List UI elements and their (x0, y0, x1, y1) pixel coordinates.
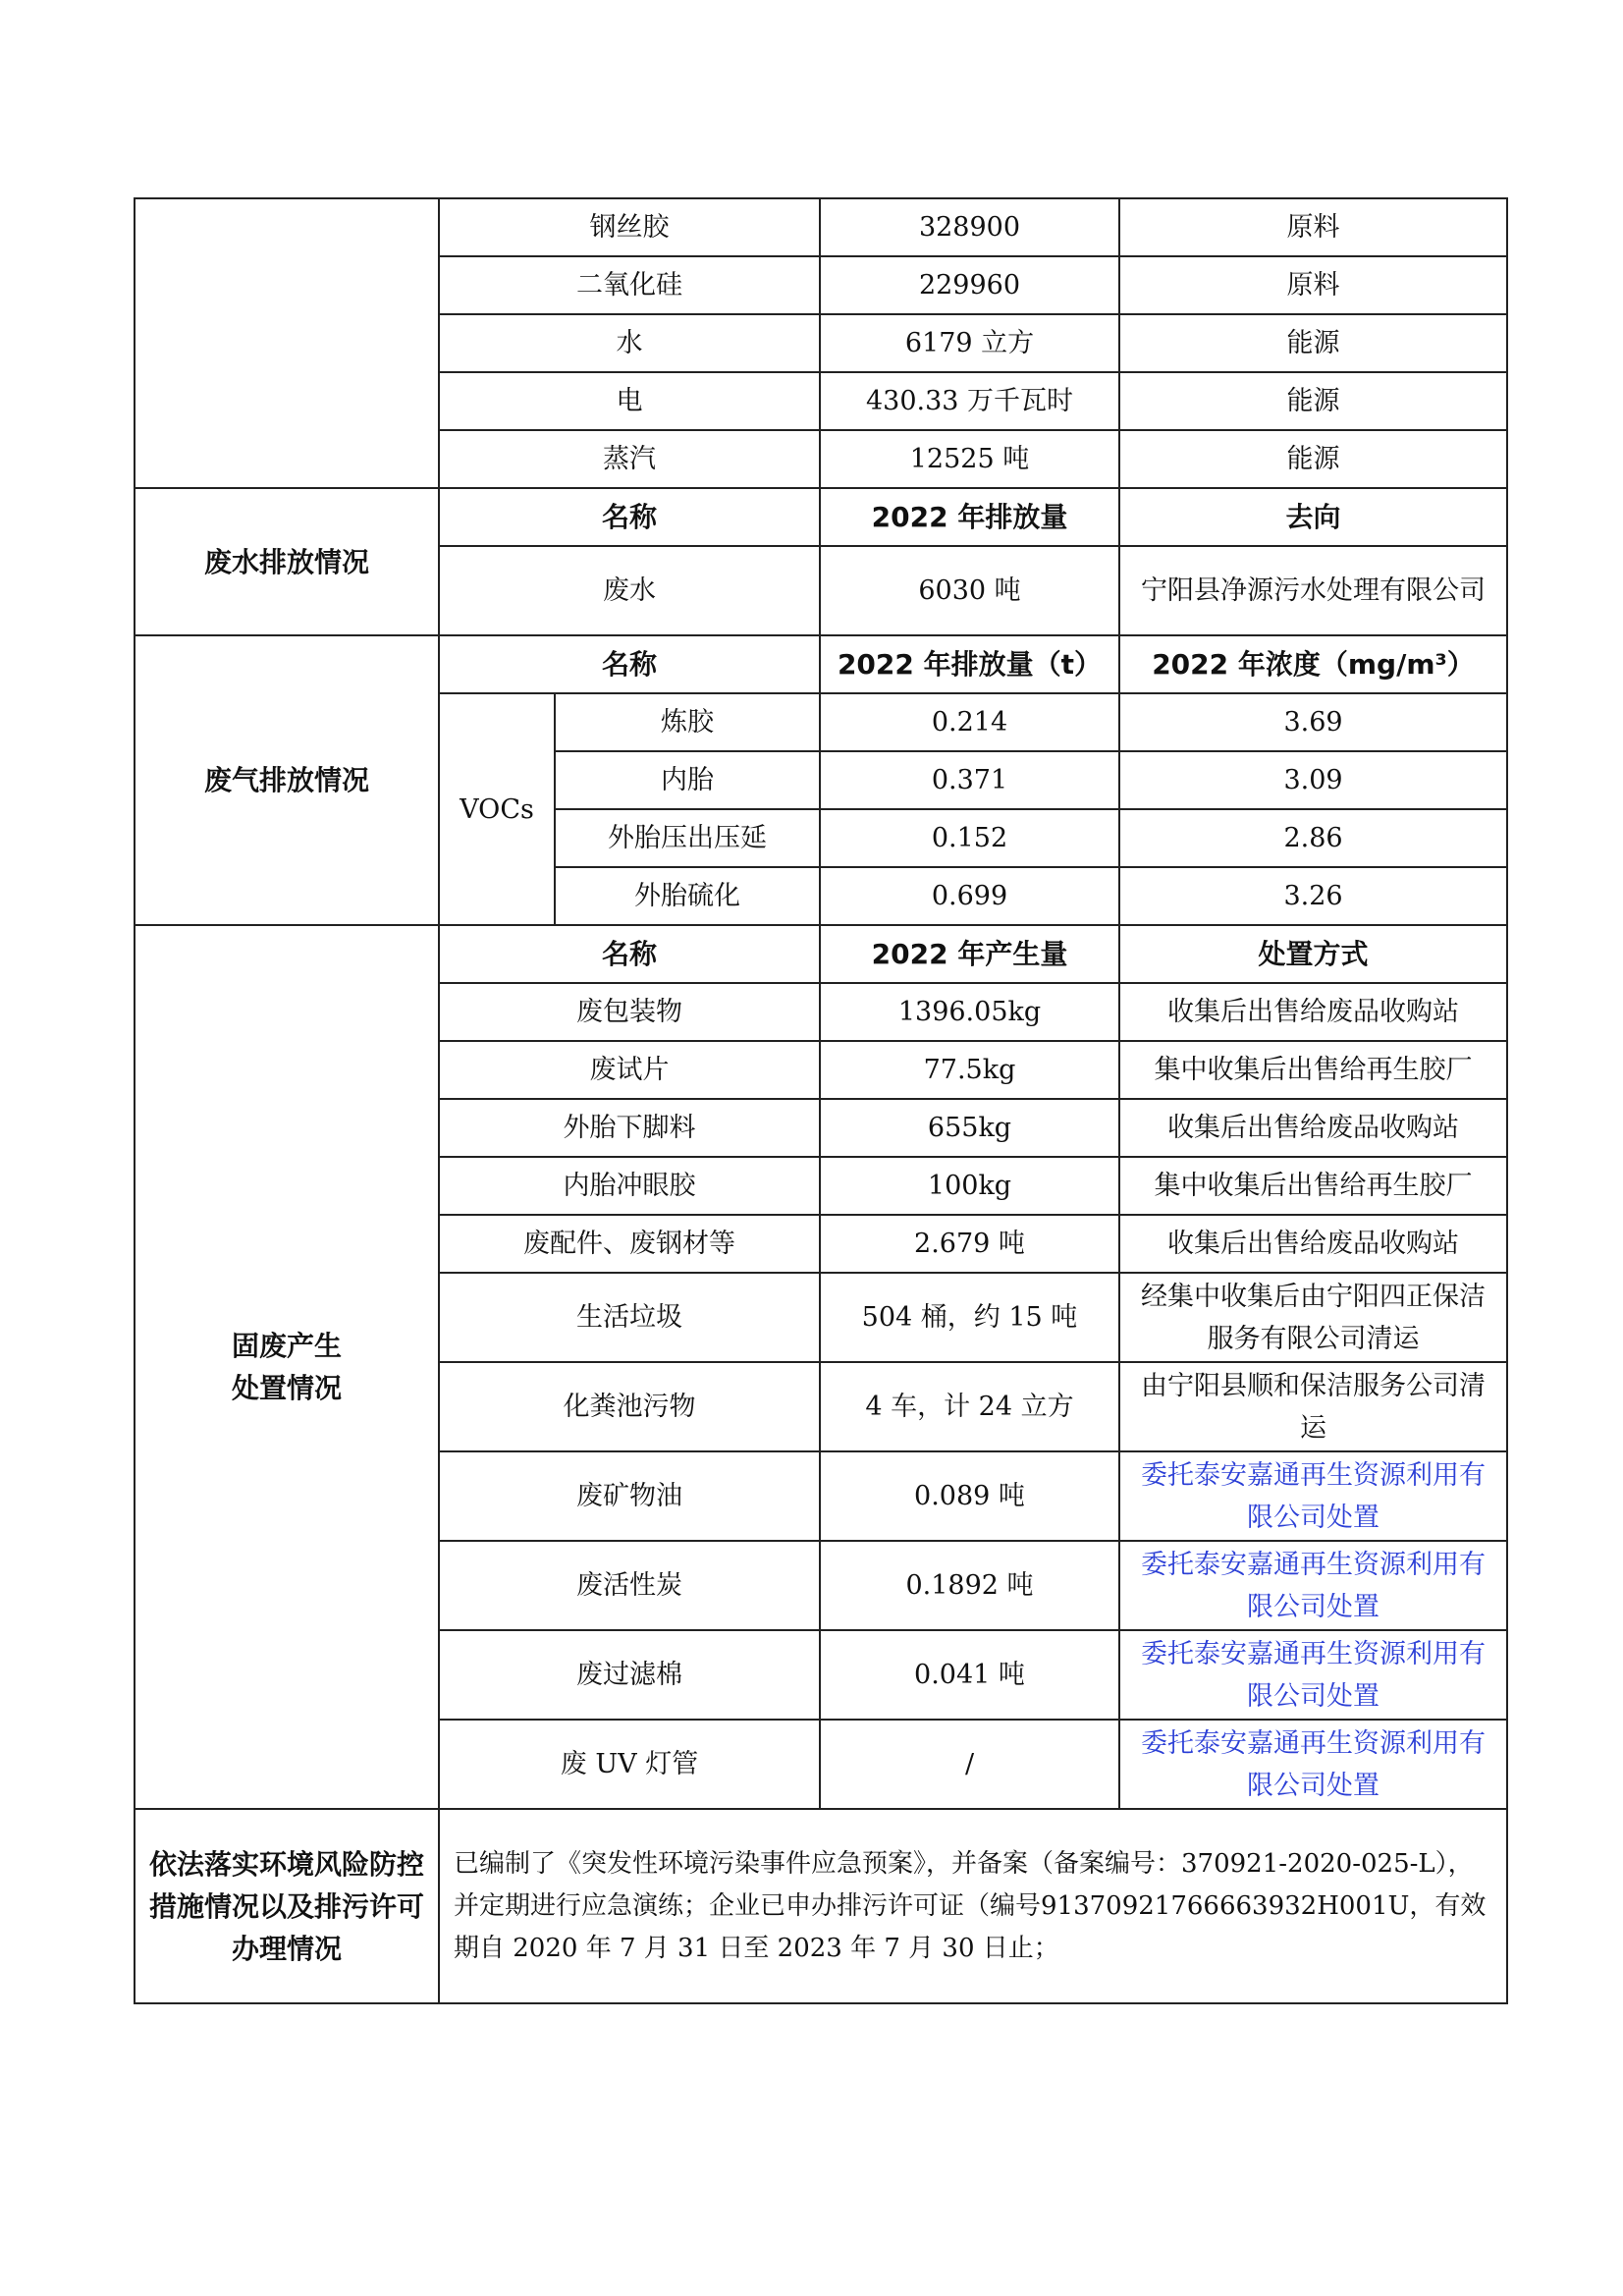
wastegas-header-conc: 2022 年浓度（mg/m³） (1119, 635, 1507, 693)
solidwaste-amount: 77.5kg (820, 1041, 1119, 1099)
energy-amount: 430.33 万千瓦时 (820, 372, 1119, 430)
solidwaste-amount: 4 车，计 24 立方 (820, 1362, 1119, 1451)
solidwaste-amount: 0.089 吨 (820, 1451, 1119, 1541)
energy-name: 蒸汽 (439, 430, 820, 488)
wastegas-amount: 0.371 (820, 751, 1119, 809)
solidwaste-amount: 0.041 吨 (820, 1630, 1119, 1720)
energy-name: 二氧化硅 (439, 256, 820, 314)
solidwaste-name: 外胎下脚料 (439, 1099, 820, 1157)
solidwaste-category (135, 925, 439, 1809)
wastegas-amount: 0.699 (820, 867, 1119, 925)
energy-type: 能源 (1119, 430, 1507, 488)
solidwaste-name: 生活垃圾 (439, 1273, 820, 1362)
solidwaste-name: 废矿物油 (439, 1451, 820, 1541)
wastegas-conc: 3.26 (1119, 867, 1507, 925)
wastewater-header-dest: 去向 (1119, 488, 1507, 546)
environment-report-table (134, 197, 1508, 2004)
wastewater-category: 废水排放情况 (135, 488, 439, 635)
energy-category-cell (135, 198, 439, 488)
wastewater-header-name: 名称 (439, 488, 820, 546)
solidwaste-category-line1: 固废产生 (231, 1330, 342, 1362)
solidwaste-method: 集中收集后出售给再生胶厂 (1119, 1157, 1507, 1215)
solidwaste-method: 收集后出售给废品收购站 (1119, 983, 1507, 1041)
solidwaste-header-name: 名称 (439, 925, 820, 983)
solidwaste-name: 废试片 (439, 1041, 820, 1099)
solidwaste-method: 委托泰安嘉通再生资源利用有限公司处置 (1119, 1720, 1507, 1809)
risk-category: 依法落实环境风险防控措施情况以及排污许可办理情况 (135, 1809, 439, 2003)
solidwaste-method: 委托泰安嘉通再生资源利用有限公司处置 (1119, 1630, 1507, 1720)
energy-row (135, 198, 1507, 256)
solidwaste-name: 化粪池污物 (439, 1362, 820, 1451)
solidwaste-amount: 504 桶，约 15 吨 (820, 1273, 1119, 1362)
energy-amount: 6179 立方 (820, 314, 1119, 372)
energy-name: 电 (439, 372, 820, 430)
wastegas-name: 炼胶 (555, 693, 820, 751)
solidwaste-amount: 0.1892 吨 (820, 1541, 1119, 1630)
wastewater-header-amount: 2022 年排放量 (820, 488, 1119, 546)
wastegas-conc: 3.09 (1119, 751, 1507, 809)
wastegas-header-name: 名称 (439, 635, 820, 693)
energy-amount: 229960 (820, 256, 1119, 314)
wastegas-name: 外胎压出压延 (555, 809, 820, 867)
wastewater-dest: 宁阳县净源污水处理有限公司 (1119, 546, 1507, 635)
solidwaste-method: 集中收集后出售给再生胶厂 (1119, 1041, 1507, 1099)
wastegas-name: 内胎 (555, 751, 820, 809)
wastegas-header-row (135, 635, 1507, 693)
solidwaste-amount: 655kg (820, 1099, 1119, 1157)
solidwaste-method: 委托泰安嘉通再生资源利用有限公司处置 (1119, 1541, 1507, 1630)
wastegas-amount: 0.152 (820, 809, 1119, 867)
energy-amount: 12525 吨 (820, 430, 1119, 488)
solidwaste-method: 委托泰安嘉通再生资源利用有限公司处置 (1119, 1451, 1507, 1541)
wastegas-amount: 0.214 (820, 693, 1119, 751)
solidwaste-name: 废 UV 灯管 (439, 1720, 820, 1809)
wastegas-category: 废气排放情况 (135, 635, 439, 925)
risk-row (135, 1809, 1507, 2003)
energy-amount: 328900 (820, 198, 1119, 256)
wastegas-name: 外胎硫化 (555, 867, 820, 925)
solidwaste-header-row (135, 925, 1507, 983)
energy-type: 能源 (1119, 314, 1507, 372)
solidwaste-name: 废过滤棉 (439, 1630, 820, 1720)
solidwaste-method: 收集后出售给废品收购站 (1119, 1099, 1507, 1157)
wastewater-header-row (135, 488, 1507, 546)
solidwaste-name: 废配件、废钢材等 (439, 1215, 820, 1273)
solidwaste-header-amount: 2022 年产生量 (820, 925, 1119, 983)
solidwaste-amount: 2.679 吨 (820, 1215, 1119, 1273)
energy-type: 能源 (1119, 372, 1507, 430)
solidwaste-category-line2: 处置情况 (231, 1372, 342, 1404)
wastegas-header-amount: 2022 年排放量（t） (820, 635, 1119, 693)
solidwaste-method: 经集中收集后由宁阳四正保洁服务有限公司清运 (1119, 1273, 1507, 1362)
solidwaste-name: 废包装物 (439, 983, 820, 1041)
solidwaste-amount: / (820, 1720, 1119, 1809)
energy-name: 钢丝胶 (439, 198, 820, 256)
wastegas-conc: 3.69 (1119, 693, 1507, 751)
solidwaste-name: 废活性炭 (439, 1541, 820, 1630)
energy-type: 原料 (1119, 198, 1507, 256)
wastegas-conc: 2.86 (1119, 809, 1507, 867)
solidwaste-amount: 100kg (820, 1157, 1119, 1215)
wastewater-amount: 6030 吨 (820, 546, 1119, 635)
solidwaste-amount: 1396.05kg (820, 983, 1119, 1041)
solidwaste-name: 内胎冲眼胶 (439, 1157, 820, 1215)
solidwaste-method: 收集后出售给废品收购站 (1119, 1215, 1507, 1273)
solidwaste-header-method: 处置方式 (1119, 925, 1507, 983)
energy-type: 原料 (1119, 256, 1507, 314)
energy-name: 水 (439, 314, 820, 372)
risk-text: 已编制了《突发性环境污染事件应急预案》，并备案（备案编号：370921-2020-025-L），并定期进行应急演练；企业已申办排污许可证（编号91370921766663932H001U，有效期自 2020 年 7 月 31 日至 2023 年 7 月 30 日止； (439, 1809, 1507, 2003)
wastewater-name: 废水 (439, 546, 820, 635)
solidwaste-method: 由宁阳县顺和保洁服务公司清运 (1119, 1362, 1507, 1451)
wastegas-group-vocs: VOCs (439, 693, 555, 925)
